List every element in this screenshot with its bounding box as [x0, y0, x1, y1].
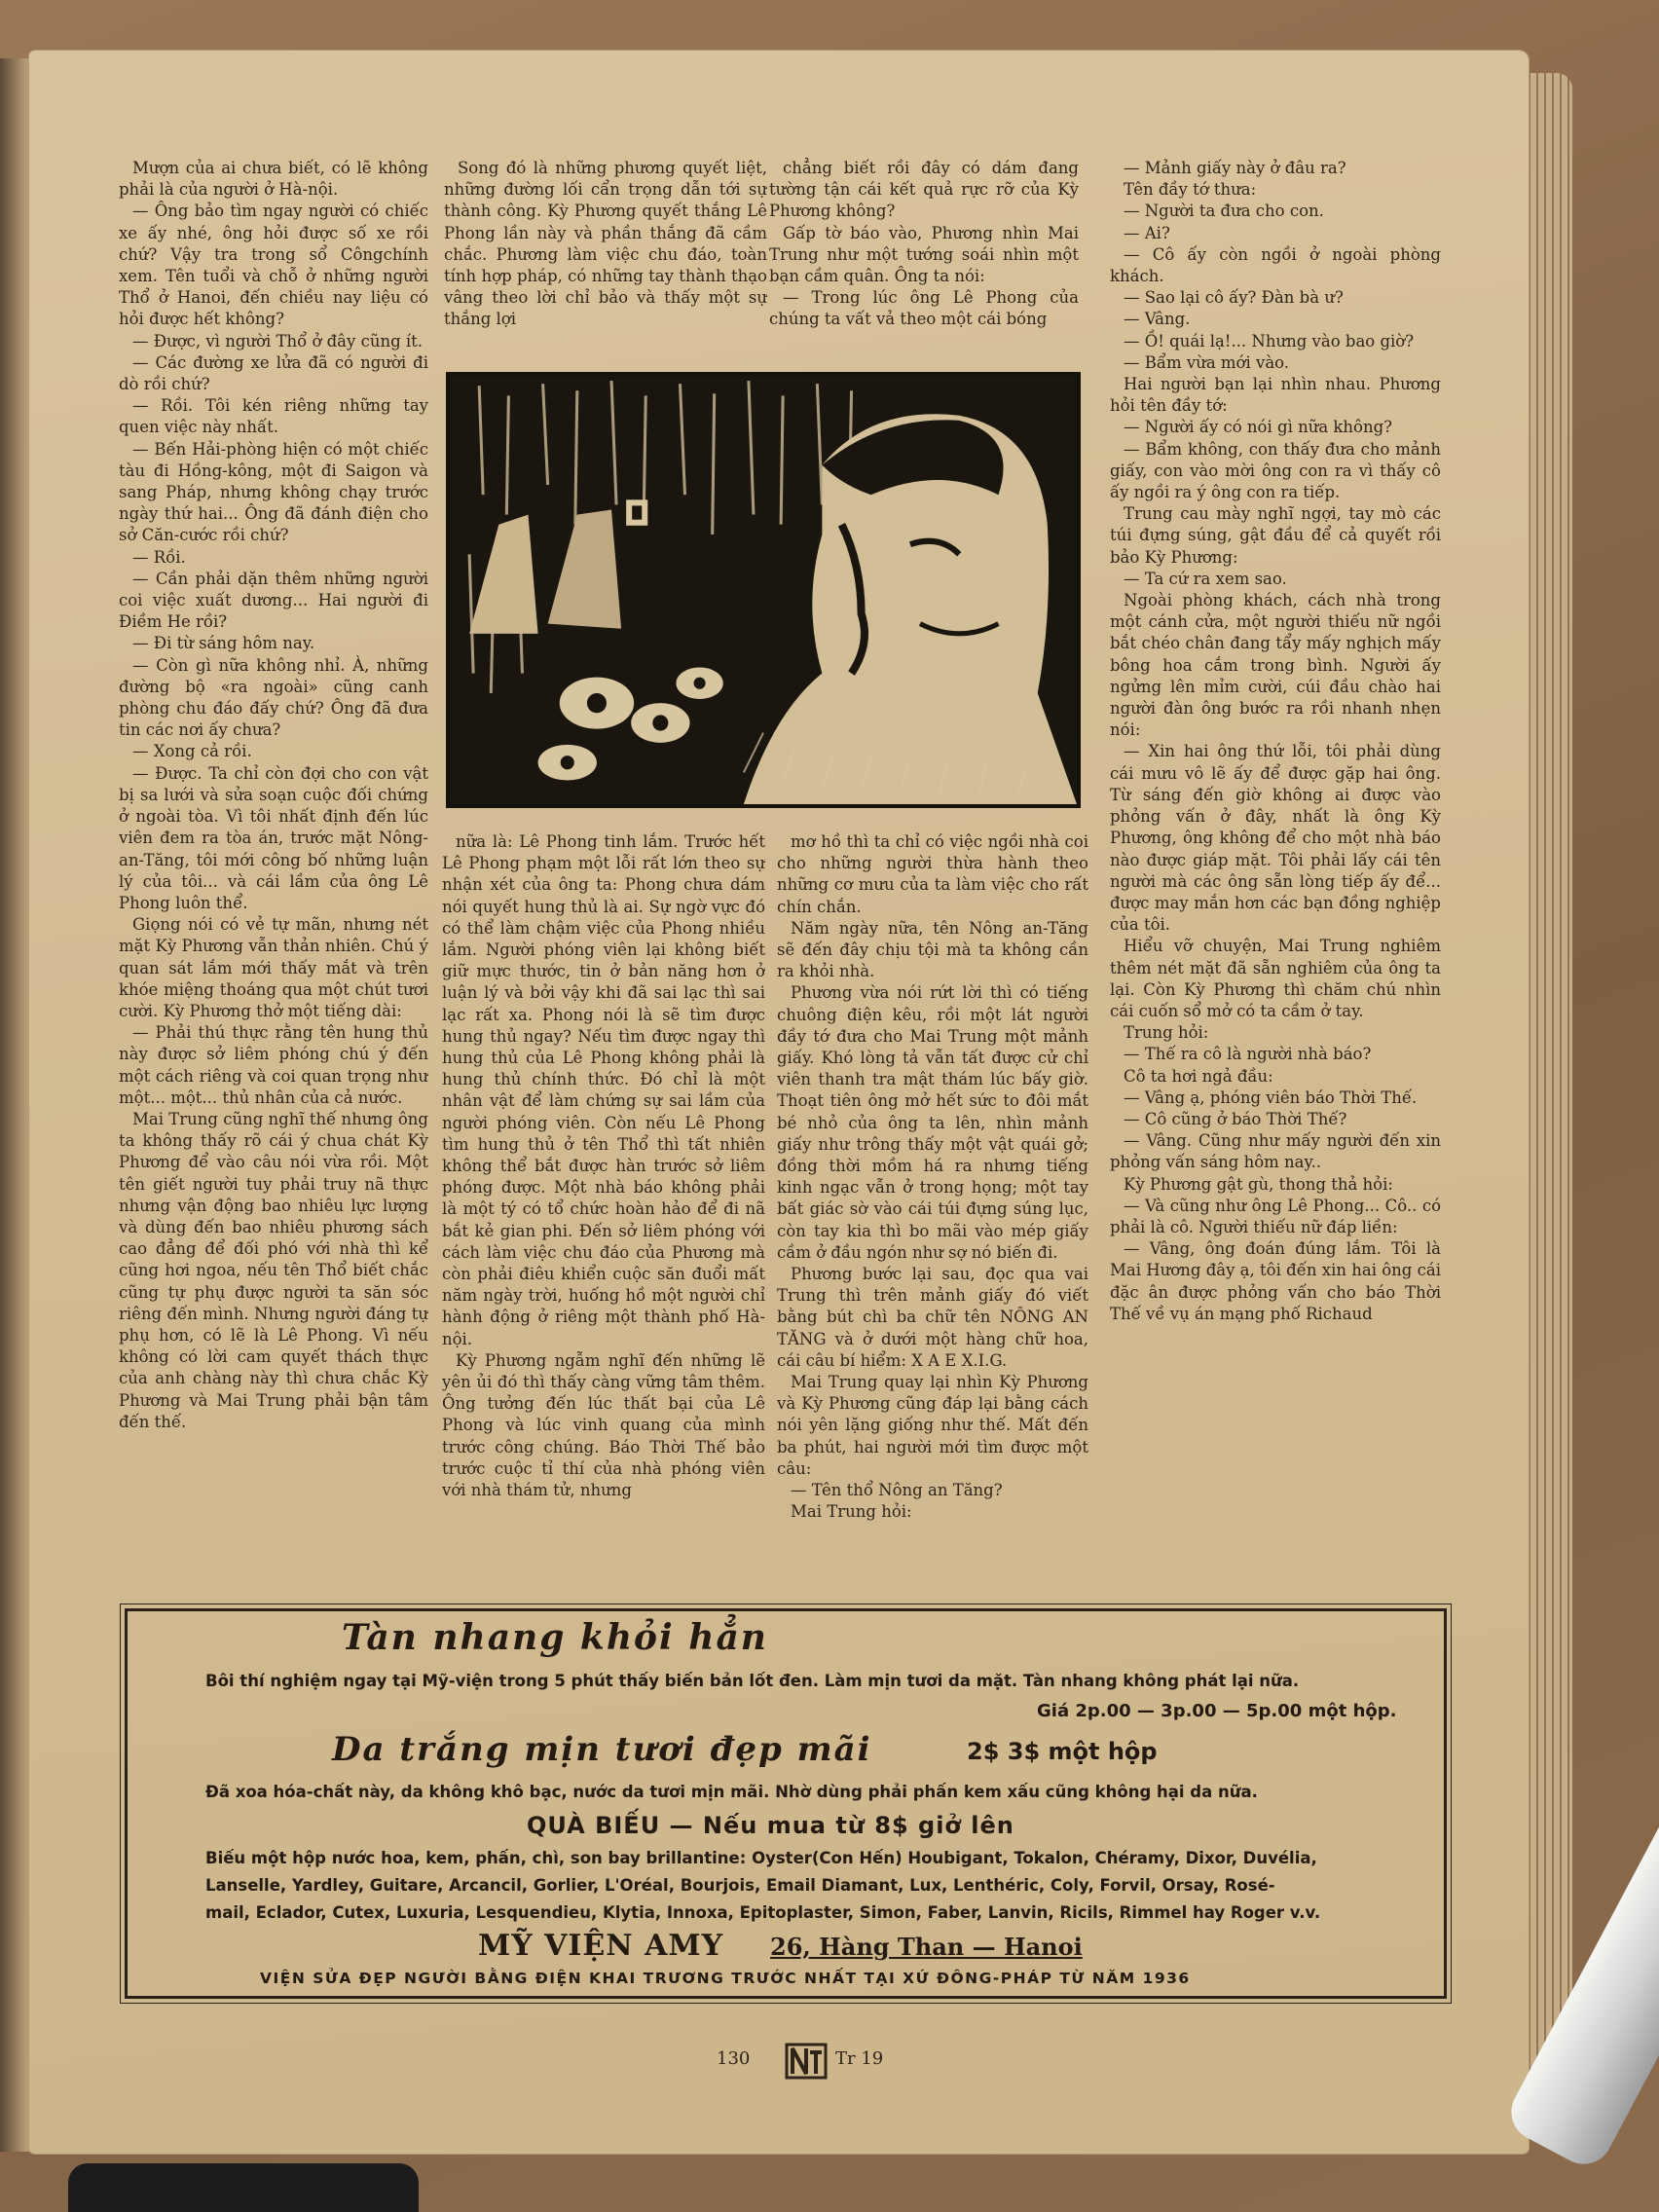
ad-freckles-price: Giá 2p.00 — 3p.00 — 5p.00 một hộp.	[1037, 1701, 1397, 1721]
paragraph: — Được, vì người Thổ ở đây cũng ít.	[132, 331, 424, 350]
paragraph: Mai Trung hỏi:	[791, 1502, 912, 1522]
paragraph: — Được. Ta chỉ còn đợi cho con vật bị sa lưới và sửa soạn cuộc đối chứng ở ngoài tòa. Vì tôi nhất định đến lúc viên đem ra tòa án, trước mặt Nông-an-Tăng, tôi mới công bố những luận lý của tôi... và cái lầm của ông Lê Phong luôn thể.	[119, 763, 428, 912]
paragraph: Cô ta hơi ngả đầu:	[1124, 1066, 1273, 1086]
paragraph: Kỳ Phương ngẫm nghĩ đến những lẽ yên ủi đó thì thấy càng vững tâm thêm. Ông tưởng đến lúc thất bại của Lê Phong và lúc vinh quang của mình trước công chúng. Báo Thời Thế bảo trước cuộc tỉ thí của nhà phóng viên với nhà thám tử, nhưng	[442, 1350, 765, 1500]
paragraph: Kỳ Phương gật gù, thong thả hỏi:	[1124, 1174, 1393, 1194]
paragraph: Tên đầy tớ thưa:	[1124, 180, 1257, 200]
paragraph: Ngoài phòng khách, cách nhà trong một cánh cửa, một người thiếu nữ ngồi bắt chéo chân đang tẩy mấy nghịch mấy bông hoa cắm trong bình. Người ấy ngửng lên mỉm cười, cúi đầu chào hai người đàn ông bước ra rồi nhanh nhẹn nói:	[1110, 591, 1441, 740]
paragraph: — Xin hai ông thứ lỗi, tôi phải dùng cái mưu vô lẽ ấy để được gặp hai ông. Từ sáng đến giờ không ai được vào phỏng vấn ở đây, nhất là ông Kỳ Phương, ông không để cho một nhà báo nào được giáp mặt. Tôi phải lấy cái tên người mà các ông sẵn lòng tiếp ấy để... được may mắn hơn các bạn đồng nghiệp của tôi.	[1110, 742, 1441, 935]
paragraph: Phương vừa nói rứt lời thì có tiếng chuông điện kêu, rồi một lát người đầy tớ đưa cho Mai Trung một mảnh giấy. Khó lòng tả vẫn tất được cử chỉ viên thanh tra mật thám lúc bấy giờ. Thoạt tiên ông mở hết sức to đôi mắt bé nhỏ của ông ta lên, nhìn mảnh giấy như trông thấy một vật quái gở; đồng thời mồm há ra nhưng tiếng kinh ngạc vẫn ở trong họng; một tay bất giác sờ vào cái túi đựng súng lục, còn tay kia thì bo mãi vào mép giấy cầm ở đầu ngón như sợ nó biến đi.	[777, 983, 1088, 1262]
paragraph: Giọng nói có vẻ tự mãn, nhưng nét mặt Kỳ Phương vẫn thản nhiên. Chú ý quan sát lắm mới thấy mắt và trên khóe miệng thoáng qua một chút tươi cười. Kỳ Phương thở một tiếng dài:	[119, 915, 428, 1020]
ad-address: 26, Hàng Than — Hanoi	[770, 1933, 1083, 1961]
paragraph: nữa là: Lê Phong tinh lắm. Trước hết Lê Phong phạm một lỗi rất lớn theo sự nhận xét của ông ta: Phong chưa dám nói quyết hung thủ là ai. Sự ngờ vực đó có thể làm chậm việc của Phong nhiều lắm. Người phóng viên lại không biết giữ mực thước, tin ở bản năng hơn ở luận lý và bởi vậy khi đã sai lạc thì sai lạc rất xa. Phong nói là sẽ tìm được hung thủ ngay? Nếu tìm được ngay thì hung thủ của Lê Phong không phải là hung thủ chính thức. Đó chỉ là một nhân vật để làm chứng sự sai lầm của người phóng viên. Còn nếu Lê Phong tìm hung thủ ở tên Thổ thì tất nhiên không thể bắt được hàn trước sở liêm phóng được. Một nhà báo không phải là một tý có tổ chức hoàn hảo để đi nã bắt kẻ gian phi. Đến sở liêm phóng với cách làm việc chu đáo của Phương mà còn phải điêu khiển cuộc săn đuổi mất năm ngày trời, huống hồ một người chỉ hành động ở riêng một thành phố Hà-nội.	[442, 832, 765, 1348]
paragraph: — Bến Hải-phòng hiện có một chiếc tàu đi Hồng-kông, một đi Saigon và sang Pháp, nhưng không chạy trước ngày thứ hai... Ông đã đánh điện cho sở Căn-cước rồi chứ?	[119, 439, 428, 545]
article-column-4	[1110, 158, 1441, 1589]
magazine-logo-icon	[785, 2043, 828, 2080]
paragraph: Mai Trung cũng nghĩ thế nhưng ông ta không thấy rõ cái ý chua chát Kỳ Phương để vào câu nói vừa rồi. Một tên giết người tuy phải truy nã thực nhưng vận động bao nhiêu lực lượng và dùng đến bao nhiêu phương sách cao đẳng để đối phó với nhà thì kể cũng hơi ngoa, nếu tên Thổ biết chắc cũng tự phụ được người ta săn sóc riêng đến mình. Nhưng người đáng tự phụ hơn, có lẽ là Lê Phong. Vì nếu không có lời cam quyết thách thực của anh chàng này thì chưa chắc Kỳ Phương và Mai Trung phải bận tâm đến thế.	[119, 1109, 428, 1431]
paragraph: Hai người bạn lại nhìn nhau. Phương hỏi tên đầy tớ:	[1110, 375, 1441, 416]
page-number: 130	[717, 2048, 751, 2069]
woodcut-graphic	[450, 376, 1077, 804]
paragraph: — Bẩm vừa mới vào.	[1124, 352, 1290, 372]
paragraph: — Ồ! quái lạ!... Nhưng vào bao giờ?	[1124, 331, 1415, 350]
paragraph: — Rồi. Tôi kén riêng những tay quen việc này nhất.	[119, 396, 428, 437]
paragraph: — Ông bảo tìm ngay người có chiếc xe ấy nhé, ông hỏi được số xe rồi chứ? Vậy tra trong sổ Côngchính xem. Tên tuổi và chỗ ở những người Thổ ở Hanoi, đến chiều nay liệu có hỏi được hết không?	[119, 202, 428, 329]
ad-skin-price: 2$ 3$ một hộp	[967, 1738, 1158, 1765]
paragraph: — Vâng.	[1124, 310, 1191, 329]
paragraph: — Đi từ sáng hôm nay.	[132, 634, 315, 653]
paragraph: — Người ta đưa cho con.	[1124, 202, 1324, 221]
paragraph: — Các đường xe lửa đã có người đi dò rồi chứ?	[119, 352, 428, 394]
paragraph: — Người ấy có nói gì nữa không?	[1124, 418, 1393, 437]
paragraph: Hiểu vỡ chuyện, Mai Trung nghiêm thêm nét mặt đã sẵn nghiêm của ông ta lại. Còn Kỳ Phương thì chăm chú nhìn cái cuốn sổ mở có ta cầm ở tay.	[1110, 937, 1441, 1020]
paragraph: — Cô ấy còn ngồi ở ngoài phòng khách.	[1110, 244, 1441, 286]
ad-title-freckles: Tàn nhang khỏi hẳn	[342, 1617, 768, 1658]
paragraph: — Vâng ạ, phóng viên báo Thời Thế.	[1124, 1088, 1418, 1107]
paragraph: mơ hồ thì ta chỉ có việc ngồi nhà coi cho những người thừa hành theo những cơ mưu của ta làm việc cho rất chín chắn.	[777, 832, 1088, 916]
article-column-1	[119, 158, 428, 1608]
ad-gift-heading: QUÀ BIẾU — Nếu mua từ 8$ giở lên	[527, 1812, 1014, 1839]
paragraph: — Còn gì nữa không nhỉ. À, những đường bộ «ra ngoài» cũng canh phòng chu đáo đấy chứ? Ông đã đưa tin các nơi ấy chưa?	[119, 655, 428, 740]
paragraph: — Trong lúc ông Lê Phong của chúng ta vất vả theo một cái bóng	[769, 288, 1079, 329]
paragraph: Song đó là những phương quyết liệt, những đường lối cẩn trọng dẫn tới sự thành công. Kỳ Phương quyết thắng Lê Phong lần này và phần thắng đã cầm chắc. Phương làm việc chu đáo, toàn tính hợp pháp, có những tay thành thạo vâng theo lời chỉ bảo và thấy một sự thắng lợi	[444, 159, 767, 329]
ad-title-skin: Da trắng mịn tươi đẹp mãi	[332, 1730, 872, 1769]
ad-gift-line: mail, Eclador, Cutex, Luxuria, Lesquendieu, Klytia, Innoxa, Epitoplaster, Simon, Faber, Lanvin, Ricils, Rimmel hay Roger v.v.	[205, 1903, 1321, 1922]
ad-skin-text: Đã xoa hóa-chất này, da không khô bạc, nước da tươi mịn mãi. Nhờ dùng phải phấn kem xấu cũng không hại da nữa.	[205, 1783, 1258, 1801]
paragraph: — Tên thổ Nông an Tăng?	[791, 1481, 1003, 1500]
ad-footer-line: VIỆN SỬA ĐẸP NGƯỜI BẰNG ĐIỆN KHAI TRƯƠNG TRƯỚC NHẤT TẠI XỨ ĐÔNG-PHÁP TỪ NĂM 1936	[260, 1970, 1191, 1987]
paragraph: — Ai?	[1124, 223, 1170, 242]
paragraph: — Sao lại cô ấy? Đàn bà ư?	[1124, 288, 1344, 308]
article-column-3-bottom	[777, 831, 1088, 1591]
advertisement-box	[125, 1608, 1447, 1999]
article-column-3-top	[769, 158, 1079, 333]
paragraph: Gấp tờ báo vào, Phương nhìn Mai Trung như một tướng soái nhìn một bạn cầm quân. Ông ta nói:	[769, 223, 1079, 286]
magazine-page	[29, 51, 1529, 2154]
paragraph: — Vâng. Cũng như mấy người đến xin phỏng vấn sáng hôm nay..	[1110, 1131, 1441, 1172]
paragraph: Năm ngày nữa, tên Nông an-Tăng sẽ đến đây chịu tội mà ta không cần ra khỏi nhà.	[777, 918, 1088, 981]
paragraph: — Cần phải dặn thêm những người coi việc xuất dương... Hai người đi Điềm He rồi?	[119, 569, 428, 632]
dark-object-bottom	[68, 2163, 419, 2212]
paragraph: — Vâng, ông đoán đúng lắm. Tôi là Mai Hương đây ạ, tôi đến xin hai ông cái đặc ân được phỏng vấn cho báo Thời Thế về vụ án mạng phố Richaud	[1110, 1239, 1441, 1323]
article-column-2-top	[444, 158, 767, 333]
paragraph: — Ta cứ ra xem sao.	[1124, 569, 1287, 588]
paragraph: Trung cau mày nghĩ ngợi, tay mò các túi đựng súng, gật đầu để cả quyết rồi bảo Kỳ Phương:	[1110, 504, 1441, 567]
paragraph: — Phải thú thực rằng tên hung thủ này được sở liêm phóng chú ý đến một cách riêng và coi quan trọng như một... một... thủ nhân của cả nước.	[119, 1023, 428, 1107]
paragraph: — Mảnh giấy này ở đâu ra?	[1124, 159, 1346, 177]
ad-freckles-text: Bôi thí nghiệm ngay tại Mỹ-viện trong 5 phút thấy biến bản lốt đen. Làm mịn tươi da mặt. Tàn nhang không phát lại nữa.	[205, 1672, 1300, 1690]
ad-gift-line: Lanselle, Yardley, Guitare, Arcancil, Gorlier, L'Oréal, Bourjois, Email Diamant, Lux, Lenthéric, Coly, Forvil, Orsay, Rosé-	[205, 1876, 1275, 1895]
paragraph: Phương bước lại sau, đọc qua vai Trung thì trên mảnh giấy đó viết bằng bút chì ba chữ tên NÔNG AN TĂNG và ở dưới một hàng chữ hoa, cái câu bí hiểm: X A E X.I.G.	[777, 1265, 1088, 1370]
ad-brand-name: MỸ VIỆN AMY	[478, 1929, 724, 1963]
ad-gift-line: Biếu một hộp nước hoa, kem, phấn, chì, son bay brillantine: Oyster(Con Hến) Houbigant, Tokalon, Chéramy, Dixor, Duvélia,	[205, 1849, 1317, 1867]
paragraph: — Cô cũng ở báo Thời Thế?	[1124, 1109, 1347, 1128]
paragraph: — Xong cả rồi.	[132, 742, 252, 761]
paragraph: Mượn của ai chưa biết, có lẽ không phải là của người ở Hà-nội.	[119, 159, 428, 200]
paragraph: — Và cũng như ông Lê Phong... Cô.. có phải là cô. Người thiếu nữ đáp liền:	[1110, 1196, 1441, 1236]
woodcut-illustration	[446, 372, 1081, 808]
paragraph: — Rồi.	[132, 547, 186, 567]
paragraph: Trung hỏi:	[1124, 1023, 1209, 1043]
paragraph: chẳng biết rồi đây có dám đang tường tận cái kết quả rực rỡ của Kỳ Phương không?	[769, 159, 1079, 221]
paragraph: Mai Trung quay lại nhìn Kỳ Phương và Kỳ Phương cũng đáp lại bằng cách nói yên lặng giống như thế. Mất đến ba phút, hai người mới tìm được một câu:	[777, 1373, 1088, 1478]
paragraph: — Bẩm không, con thấy đưa cho mảnh giấy, con vào mời ông con ra vì thấy cô ấy ngồi ra ý ông con ra tiếp.	[1110, 439, 1441, 502]
page-reference: Tr 19	[835, 2048, 884, 2069]
article-column-2-bottom	[442, 831, 765, 1610]
paragraph: — Thế ra cô là người nhà báo?	[1124, 1045, 1372, 1064]
